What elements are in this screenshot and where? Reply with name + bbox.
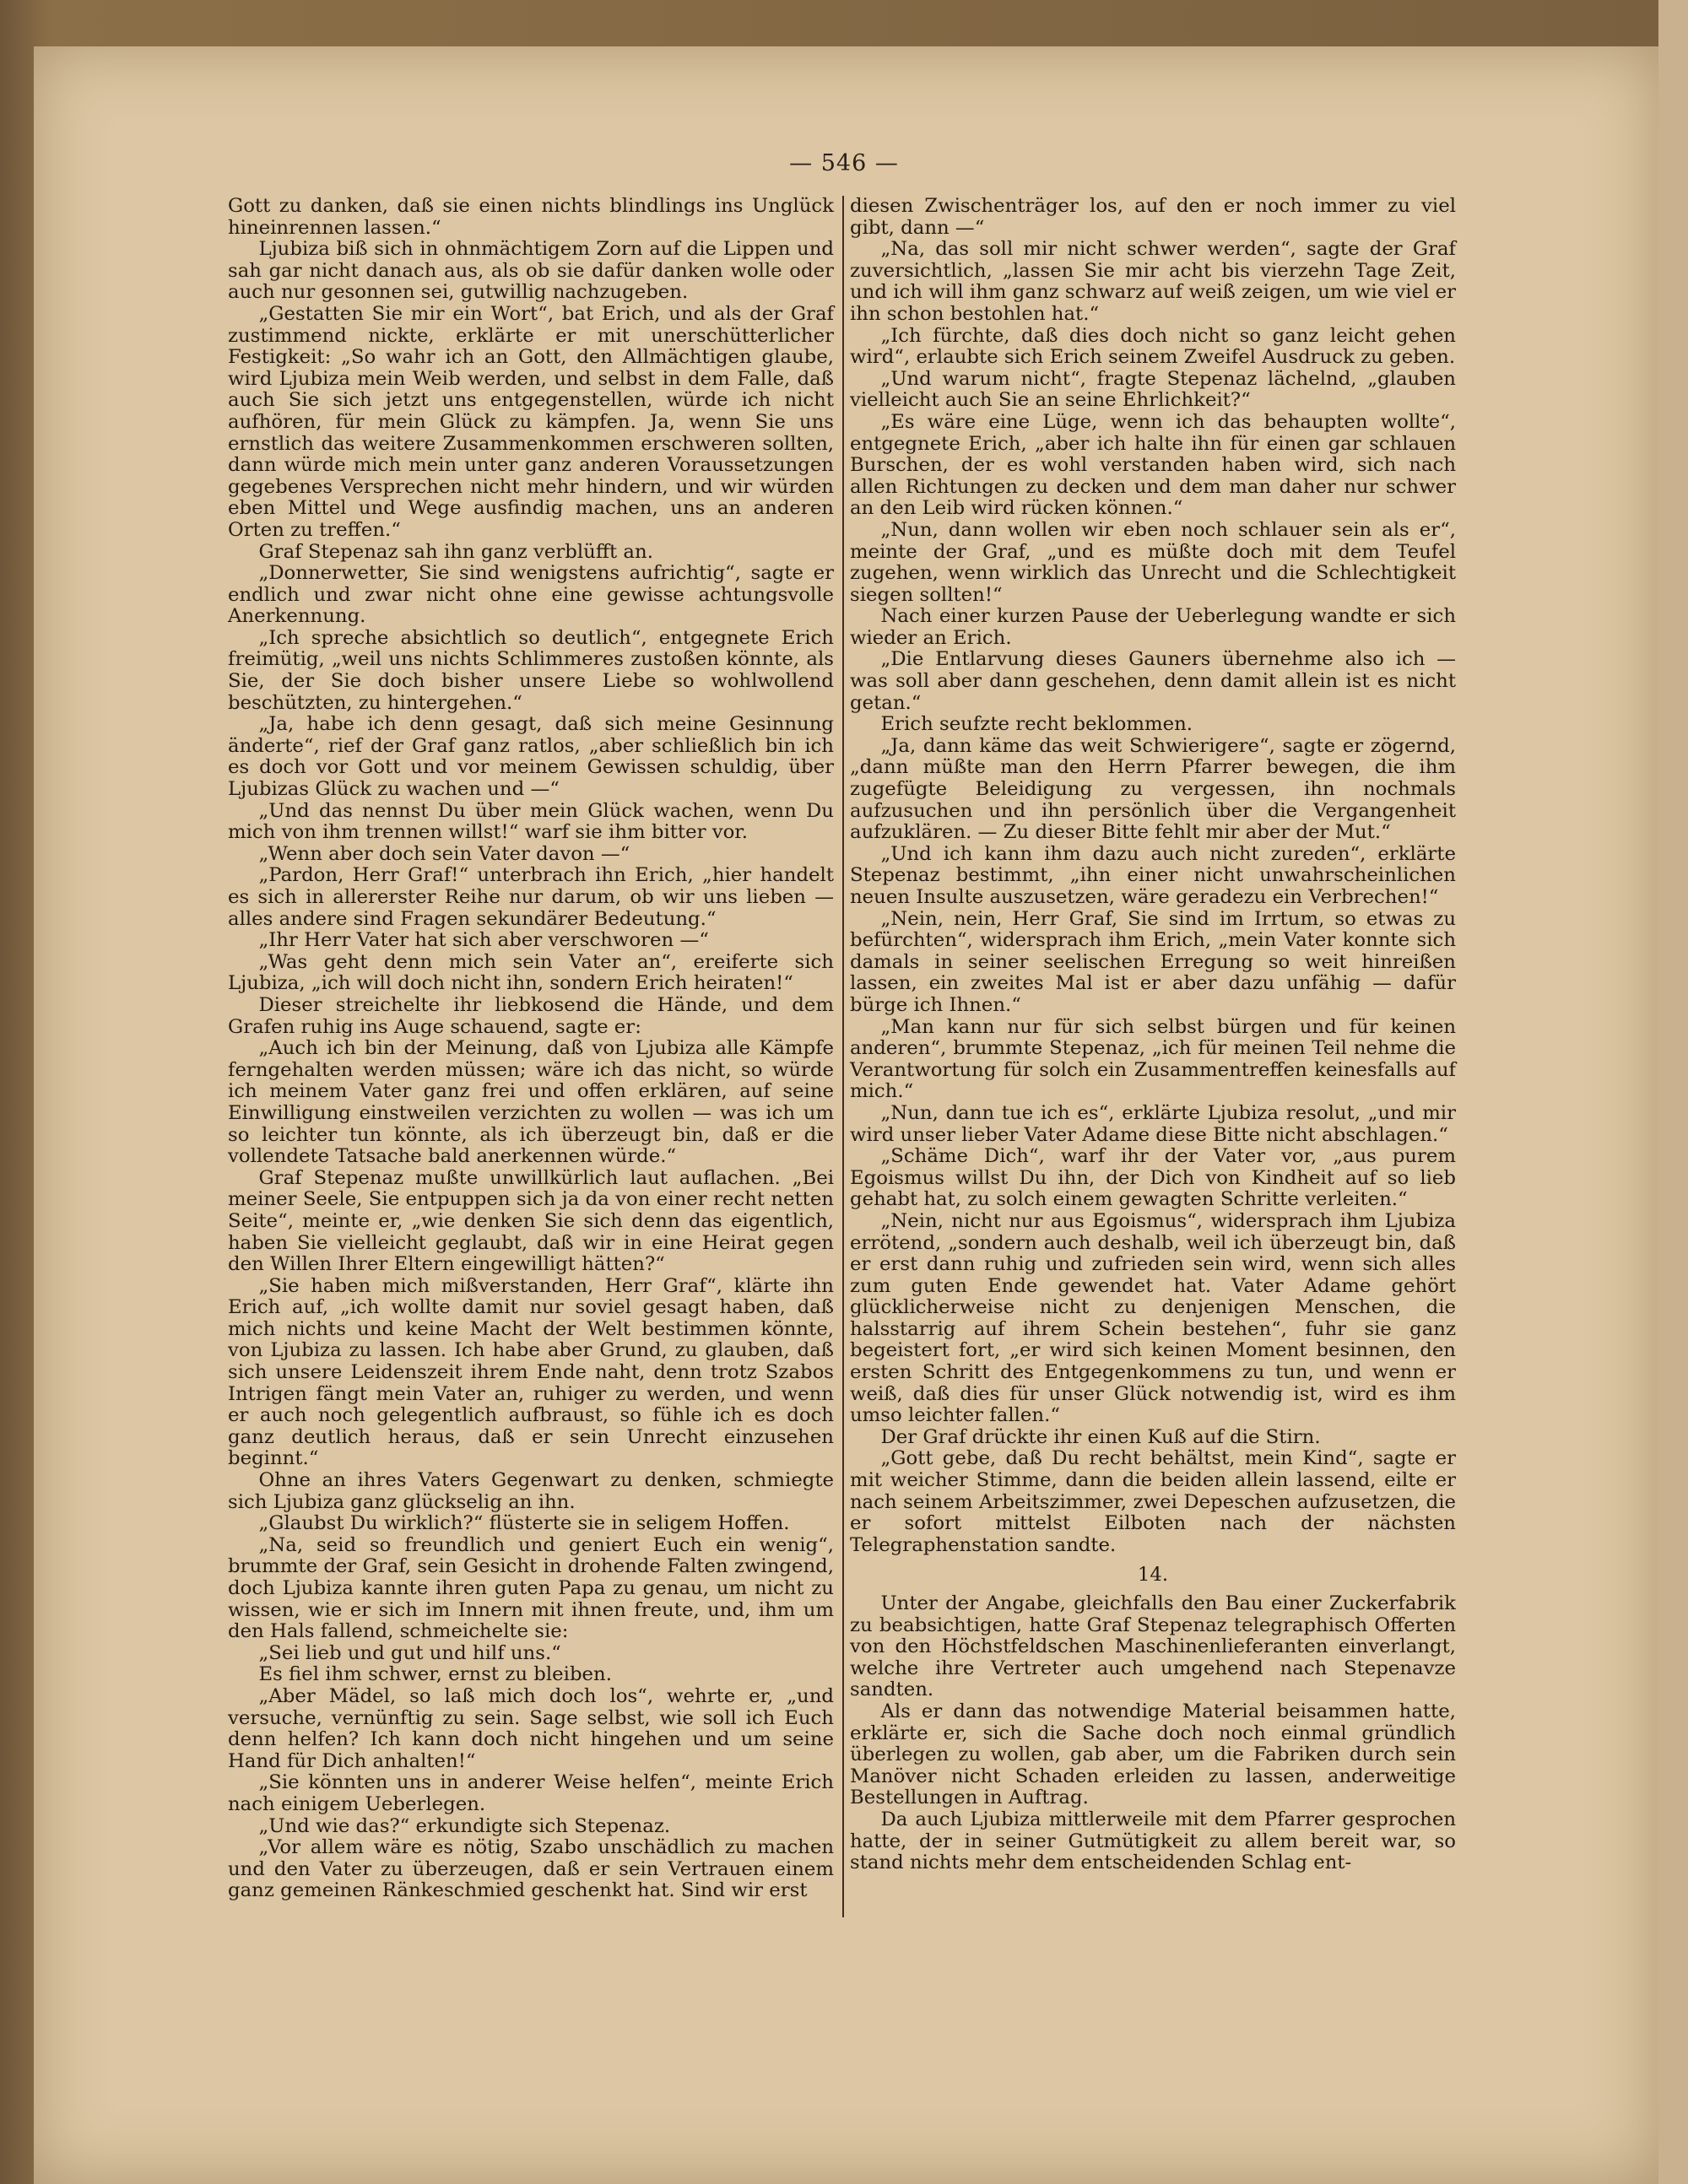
column-divider xyxy=(842,196,844,1917)
paragraph: „Pardon, Herr Graf!“ unterbrach ihn Erich, „hier handelt es sich in allererster Reihe nur darum, ob wir uns lieben — alles andere sind Fragen sekundärer Bedeutung.“ xyxy=(228,864,834,930)
paragraph: „Ja, dann käme das weit Schwierigere“, sagte er zögernd, „dann müßte man den Herrn Pfarrer bewegen, die ihm zugefügte Beleidigung zu vergessen, ihn nochmals aufzusuchen und ihn persönlich über die Vergangenheit aufzuklären. — Zu dieser Bitte fehlt mir aber der Mut.“ xyxy=(850,734,1456,844)
paragraph: „Und ich kann ihm dazu auch nicht zureden“, erklärte Stepenaz bestimmt, „ihn einer nicht unwahrscheinlichen neuen Insulte auszusetzen, wäre geradezu ein Verbrechen!“ xyxy=(850,842,1456,908)
paragraph: „Na, das soll mir nicht schwer werden“, sagte der Graf zuversichtlich, „lassen Sie mir acht bis vierzehn Tage Zeit, und ich will ihm ganz schwarz auf weiß zeigen, um wie viel er ihn schon bestohlen hat.“ xyxy=(850,238,1456,325)
right-column xyxy=(850,196,1456,1874)
paragraph: Es fiel ihm schwer, ernst zu bleiben. xyxy=(258,1663,612,1686)
paragraph: „Ihr Herr Vater hat sich aber verschworen —“ xyxy=(258,929,709,952)
paragraph: „Wenn aber doch sein Vater davon —“ xyxy=(258,842,630,865)
paragraph: „Schäme Dich“, warf ihr der Vater vor, „aus purem Egoismus willst Du ihn, der Dich von Kindheit auf so lieb gehabt hat, zu solch einem gewagten Schritte verleiten.“ xyxy=(850,1145,1456,1211)
paragraph: Ljubiza biß sich in ohnmächtigem Zorn auf die Lippen und sah gar nicht danach aus, als ob sie dafür danken wolle oder auch nur gesonnen sei, gutwillig nachzugeben. xyxy=(228,238,834,304)
paragraph: „Sie haben mich mißverstanden, Herr Graf“, klärte ihn Erich auf, „ich wollte damit nur soviel gesagt haben, daß mich nichts und keine Macht der Welt bestimmen könnte, von Ljubiza zu lassen. Ich habe aber Grund, zu glauben, daß sich unsere Leidenszeit ihrem Ende naht, denn trotz Szabos Intrigen fängt mein Vater an, ruhiger zu werden, und wenn er auch noch gelegentlich aufbraust, so fühle ich es doch ganz deutlich heraus, daß er sein Unrecht einzusehen beginnt.“ xyxy=(228,1274,834,1470)
paragraph: „Nein, nein, Herr Graf, Sie sind im Irrtum, so etwas zu befürchten“, widersprach ihm Erich, „mein Vater konnte sich damals in seiner seelischen Erregung so weit hinreißen lassen, ein zweites Mal ist er aber dazu unfähig — dafür bürge ich Ihnen.“ xyxy=(850,907,1456,1016)
paragraph: „Na, seid so freundlich und geniert Euch ein wenig“, brummte der Graf, sein Gesicht in drohende Falten zwingend, doch Ljubiza kannte ihren guten Papa zu genau, um nicht zu wissen, wie er sich im Innern mit ihnen freute, und, ihm um den Hals fallend, schmeichelte sie: xyxy=(228,1533,834,1643)
paragraph: „Was geht denn mich sein Vater an“, ereiferte sich Ljubiza, „ich will doch nicht ihn, sondern Erich heiraten!“ xyxy=(228,950,834,995)
paragraph: diesen Zwischenträger los, auf den er noch immer zu viel gibt, dann —“ xyxy=(850,195,1456,239)
paragraph: Graf Stepenaz sah ihn ganz verblüfft an. xyxy=(258,540,653,563)
paragraph: „Aber Mädel, so laß mich doch los“, wehrte er, „und versuche, vernünftig zu sein. Sage selbst, wie soll ich Euch denn helfen? Ich kann doch nicht hingehen und um seine Hand für Dich anhalten!“ xyxy=(228,1684,834,1772)
paragraph: „Und warum nicht“, fragte Stepenaz lächelnd, „glauben vielleicht auch Sie an seine Ehrlichkeit?“ xyxy=(850,367,1456,412)
section-number: 14. xyxy=(1137,1564,1169,1587)
paragraph: „Ja, habe ich denn gesagt, daß sich meine Gesinnung änderte“, rief der Graf ganz ratlos, „aber schließlich bin ich es doch vor Gott und vor meinem Gewissen schuldig, über Ljubizas Glück zu wachen und —“ xyxy=(228,713,834,801)
paragraph: „Nein, nicht nur aus Egoismus“, widersprach ihm Ljubiza errötend, „sondern auch deshalb, weil ich überzeugt bin, daß er erst dann ruhig und zufrieden sein wird, wenn sich alles zum guten Ende gewendet hat. Vater Adame gehört glücklicherweise nicht zu denjenigen Menschen, die halsstarrig auf ihrem Schein bestehen“, fuhr sie ganz begeistert fort, „er wird sich keinen Moment besinnen, den ersten Schritt des Entgegenkommens zu tun, und wenn er weiß, daß dies für unser Glück notwendig ist, wird es ihm umso leichter fallen.“ xyxy=(850,1209,1456,1427)
left-column xyxy=(228,196,834,1902)
paragraph: „Und wie das?“ erkundigte sich Stepenaz. xyxy=(258,1814,671,1837)
paragraph: „Die Entlarvung dieses Gauners übernehme also ich — was soll aber dann geschehen, denn damit allein ist es nicht getan.“ xyxy=(850,648,1456,714)
paragraph: Ohne an ihres Vaters Gegenwart zu denken, schmiegte sich Ljubiza ganz glückselig an ihn. xyxy=(228,1469,834,1513)
paragraph: „Gestatten Sie mir ein Wort“, bat Erich, und als der Graf zustimmend nickte, erklärte er mit unerschütterlicher Festigkeit: „So wahr ich an Gott, den Allmächtigen glaube, wird Ljubiza mein Weib werden, und selbst in dem Falle, daß auch Sie sich jetzt uns entgegenstellen, würde ich nicht aufhören, für mein Glück zu kämpfen. Ja, wenn Sie uns ernstlich das weitere Zusammenkommen erschweren sollten, dann würde mich mein unter ganz anderen Voraussetzungen gegebenes Versprechen nicht mehr hindern, und wir würden eben Mittel und Wege ausfindig machen, uns an anderen Orten zu treffen.“ xyxy=(228,302,834,541)
paragraph: „Und das nennst Du über mein Glück wachen, wenn Du mich von ihm trennen willst!“ warf sie ihm bitter vor. xyxy=(228,799,834,844)
paragraph: „Vor allem wäre es nötig, Szabo unschädlich zu machen und den Vater zu überzeugen, daß er sein Vertrauen einem ganz gemeinen Ränkeschmied geschenkt hat. Sind wir erst xyxy=(228,1836,834,1902)
paragraph: Der Graf drückte ihr einen Kuß auf die Stirn. xyxy=(880,1425,1321,1448)
paragraph: Da auch Ljubiza mittlerweile mit dem Pfarrer gesprochen hatte, der in seiner Gutmütigkeit zu allem bereit war, so stand nichts mehr dem entscheidenden Schlag ent- xyxy=(850,1808,1456,1874)
next-page-edge xyxy=(1658,0,1688,2184)
paragraph: „Gott gebe, daß Du recht behältst, mein Kind“, sagte er mit weicher Stimme, dann die beiden allein lassend, eilte er nach seinem Arbeitszimmer, zwei Depeschen aufzusetzen, die er sofort mittelst Eilboten nach der nächsten Telegraphenstation sandte. xyxy=(850,1447,1456,1556)
paragraph: „Sei lieb und gut und hilf uns.“ xyxy=(258,1641,561,1664)
paragraph: Nach einer kurzen Pause der Ueberlegung wandte er sich wieder an Erich. xyxy=(850,605,1456,649)
paragraph: Unter der Angabe, gleichfalls den Bau einer Zuckerfabrik zu beabsichtigen, hatte Graf Stepenaz telegraphisch Offerten von den Höchstfeldschen Maschinenlieferanten einverlangt, welche ihre Vertreter auch umgehend nach Stepenavze sandten. xyxy=(850,1592,1456,1701)
paragraph: „Nun, dann tue ich es“, erklärte Ljubiza resolut, „und mir wird unser lieber Vater Adame diese Bitte nicht abschlagen.“ xyxy=(850,1101,1456,1146)
page-header: — 546 — xyxy=(789,150,899,176)
paragraph: „Nun, dann wollen wir eben noch schlauer sein als er“, meinte der Graf, „und es müßte doch mit dem Teufel zugehen, wenn wirklich das Unrecht und die Schlechtigkeit siegen sollten!“ xyxy=(850,518,1456,606)
paragraph: „Man kann nur für sich selbst bürgen und für keinen anderen“, brummte Stepenaz, „ich für meinen Teil nehme die Verantwortung für solch ein Zusammentreffen keinesfalls auf mich.“ xyxy=(850,1015,1456,1103)
paragraph: Gott zu danken, daß sie einen nichts blindlings ins Unglück hineinrennen lassen.“ xyxy=(228,195,834,239)
paragraph: „Ich fürchte, daß dies doch nicht so ganz leicht gehen wird“, erlaubte sich Erich seinem Zweifel Ausdruck zu geben. xyxy=(850,324,1456,369)
paragraph: „Donnerwetter, Sie sind wenigstens aufrichtig“, sagte er endlich und zwar nicht ohne eine gewisse achtungsvolle Anerkennung. xyxy=(228,562,834,628)
paragraph: Graf Stepenaz mußte unwillkürlich laut auflachen. „Bei meiner Seele, Sie entpuppen sich ja da von einer recht netten Seite“, meinte er, „wie denken Sie sich denn das eigentlich, haben Sie vielleicht geglaubt, daß wir in eine Heirat gegen den Willen Ihrer Eltern eingewilligt hätten?“ xyxy=(228,1166,834,1276)
paragraph: „Auch ich bin der Meinung, daß von Ljubiza alle Kämpfe ferngehalten werden müssen; wäre ich das nicht, so würde ich meinem Vater ganz frei und offen erklären, auf seine Einwilligung einstweilen verzichten zu wollen — was ich um so leichter tun könnte, als ich überzeugt bin, daß er die vollendete Tatsache bald anerkennen würde.“ xyxy=(228,1037,834,1168)
paragraph: „Ich spreche absichtlich so deutlich“, entgegnete Erich freimütig, „weil uns nichts Schlimmeres zustoßen könnte, als Sie, der Sie doch bisher unsere Liebe so wohlwollend beschützten, zu hintergehen.“ xyxy=(228,626,834,714)
paragraph: „Es wäre eine Lüge, wenn ich das behaupten wollte“, entgegnete Erich, „aber ich halte ihn für einen gar schlauen Burschen, der es wohl verstanden haben wird, sich nach allen Richtungen zu decken und dem man daher nur schwer an den Leib wird rücken können.“ xyxy=(850,410,1456,520)
paragraph: Dieser streichelte ihr liebkosend die Hände, und dem Grafen ruhig ins Auge schauend, sagte er: xyxy=(228,993,834,1038)
paragraph: Erich seufzte recht beklommen. xyxy=(880,713,1193,736)
paragraph: Als er dann das notwendige Material beisammen hatte, erklärte er, sich die Sache doch noch einmal gründlich überlegen zu wollen, gab aber, um die Fabriken durch sein Manöver nicht Schaden erleiden zu lassen, anderweitige Bestellungen in Auftrag. xyxy=(850,1700,1456,1809)
paragraph: „Sie könnten uns in anderer Weise helfen“, meinte Erich nach einigem Ueberlegen. xyxy=(228,1771,834,1815)
paragraph: „Glaubst Du wirklich?“ flüsterte sie in seligem Hoffen. xyxy=(258,1512,790,1535)
